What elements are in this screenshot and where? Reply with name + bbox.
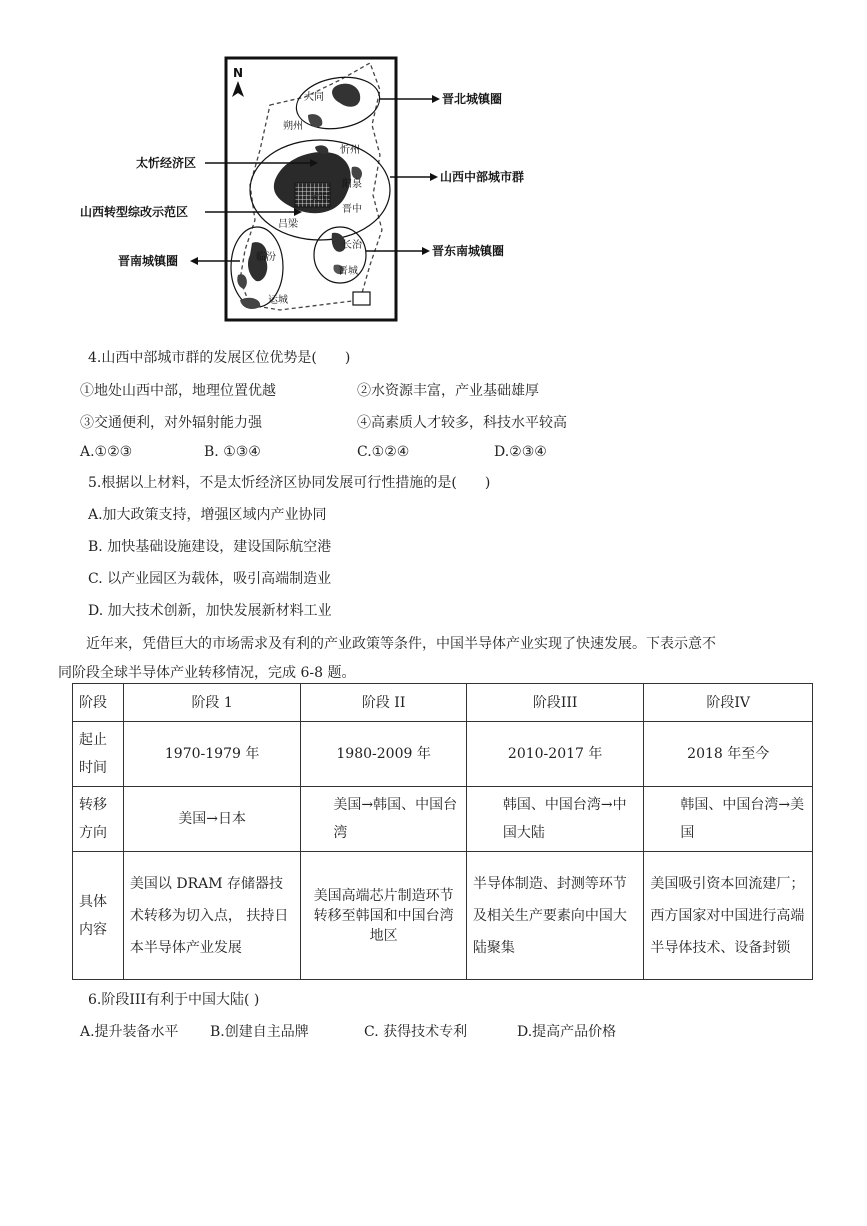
- table-cell: 美国→日本: [123, 787, 300, 852]
- q4-statement-1: ①地处山西中部，地理位置优越: [80, 383, 276, 399]
- city-changzhi: 长治: [342, 240, 362, 251]
- table-cell: 韩国、中国台湾→中国大陆: [466, 787, 644, 852]
- row-label: 具体内容: [73, 852, 124, 980]
- north-label: N: [233, 66, 244, 80]
- header-cell: 阶段 1: [123, 684, 300, 722]
- passage-line-2: 同阶段全球半导体产业转移情况，完成 6-8 题。: [58, 665, 356, 681]
- q5-option-d[interactable]: D. 加大技术创新，加快发展新材料工业: [88, 603, 332, 619]
- passage-line-1: 近年来，凭借巨大的市场需求及有利的产业政策等条件，中国半导体产业实现了快速发展。下表示意不: [86, 636, 716, 652]
- label-south-ring: 晋南城镇圈: [118, 254, 179, 268]
- q4-option-d[interactable]: D.②③④: [494, 444, 547, 460]
- city-datong: 大同: [304, 92, 324, 103]
- row-label: 起止时间: [73, 722, 124, 787]
- city-yangquan: 阳泉: [342, 179, 362, 190]
- q5-option-c[interactable]: C. 以产业园区为载体，吸引高端制造业: [88, 571, 332, 587]
- semiconductor-transfer-table: [72, 683, 813, 980]
- q6-option-b[interactable]: B.创建自主品牌: [210, 1024, 309, 1040]
- city-jincheng: 晋城: [338, 266, 358, 277]
- city-linfen: 临汾: [256, 252, 276, 263]
- q4-statement-4: ④高素质人才较多，科技水平较高: [357, 415, 567, 431]
- table-cell: 1970-1979 年: [123, 722, 300, 787]
- table-cell: 2010-2017 年: [466, 722, 644, 787]
- table-cell: 美国→韩国、中国台湾: [301, 787, 467, 852]
- table-cell: 美国以 DRAM 存储器技术转移为切入点， 扶持日本半导体产业发展: [123, 852, 300, 980]
- q4-stem: 4.山西中部城市群的发展区位优势是( ): [88, 350, 351, 366]
- q4-option-b[interactable]: B. ①③④: [204, 444, 261, 460]
- q6-option-d[interactable]: D.提高产品价格: [517, 1024, 617, 1040]
- table-row-direction: [73, 787, 813, 852]
- q6-option-c[interactable]: C. 获得技术专利: [364, 1024, 468, 1040]
- city-jinzhong: 晋中: [342, 204, 362, 215]
- header-cell: 阶段IV: [644, 684, 813, 722]
- label-reform-zone: 山西转型综改示范区: [80, 205, 189, 219]
- city-taiyuan: 太原: [310, 193, 330, 204]
- table-cell: 半导体制造、封测等环节及相关生产要素向中国大陆聚集: [466, 852, 644, 980]
- table-cell: 美国吸引资本回流建厂；西方国家对中国进行高端半导体技术、设备封锁: [644, 852, 813, 980]
- table-cell: 2018 年至今: [644, 722, 813, 787]
- q6-stem: 6.阶段III有利于中国大陆( ): [88, 992, 260, 1008]
- table-row-time: [73, 722, 813, 787]
- label-north-ring: 晋北城镇圈: [442, 92, 503, 106]
- q4-option-a[interactable]: A.①②③: [80, 444, 133, 460]
- label-southeast-ring: 晋东南城镇圈: [432, 244, 505, 258]
- city-shuozhou: 朔州: [283, 121, 303, 132]
- header-cell: 阶段: [73, 684, 124, 722]
- header-cell: 阶段III: [466, 684, 644, 722]
- city-xinzhou: 忻州: [340, 145, 360, 156]
- table-cell: 韩国、中国台湾→美国: [644, 787, 813, 852]
- table-cell: 美国高端芯片制造环节转移至韩国和中国台湾地区: [301, 852, 467, 980]
- label-taixin: 太忻经济区: [136, 156, 197, 170]
- q5-option-a[interactable]: A.加大政策支持，增强区域内产业协同: [88, 507, 327, 523]
- legend-box: [353, 292, 370, 305]
- q5-stem: 5.根据以上材料，不是太忻经济区协同发展可行性措施的是( ): [88, 475, 491, 491]
- q6-option-a[interactable]: A.提升装备水平: [80, 1024, 179, 1040]
- row-label: 转移方向: [73, 787, 124, 852]
- city-yuncheng: 运城: [268, 295, 288, 306]
- city-lvliang: 吕梁: [278, 219, 298, 230]
- table-header-row: [73, 684, 813, 722]
- table-cell: 1980-2009 年: [301, 722, 467, 787]
- header-cell: 阶段 II: [301, 684, 467, 722]
- q4-statement-3: ③交通便利，对外辐射能力强: [80, 415, 262, 431]
- table-row-content: [73, 852, 813, 980]
- shanxi-map: [70, 55, 540, 325]
- q4-option-c[interactable]: C.①②④: [357, 444, 410, 460]
- q5-option-b[interactable]: B. 加快基础设施建设，建设国际航空港: [88, 539, 332, 555]
- q4-statement-2: ②水资源丰富，产业基础雄厚: [357, 383, 539, 399]
- label-central-group: 山西中部城市群: [440, 170, 525, 184]
